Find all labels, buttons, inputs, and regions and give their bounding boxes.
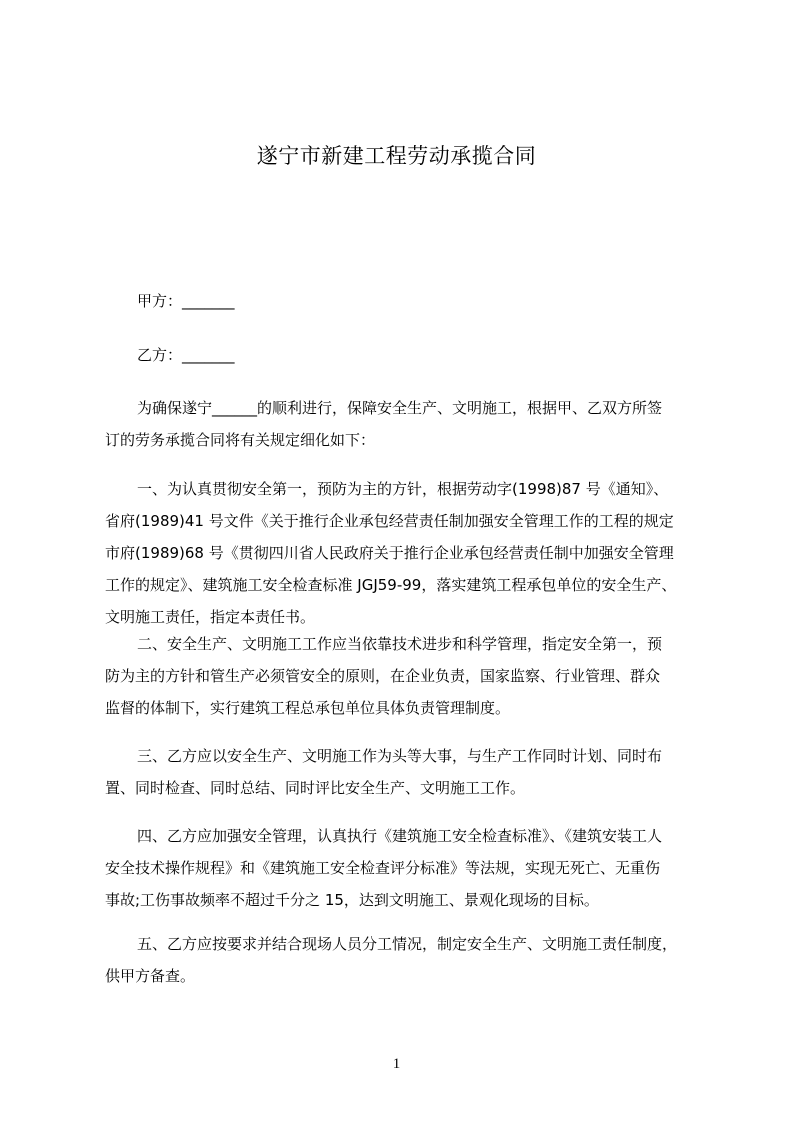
paragraph-line: 事故;工伤事故频率不超过千分之 15，达到文明施工、景观化现场的目标。 (105, 891, 599, 909)
paragraph-line: 文明施工责任，指定本责任书。 (105, 608, 316, 626)
paragraph-line: 省府(1989)41 号文件《关于推行企业承包经营责任制加强安全管理工作的工程的规定 (105, 512, 674, 530)
party-a-field: 甲方：_______ (137, 292, 235, 310)
paragraph-line: 置、同时检查、同时总结、同时评比安全生产、文明施工工作。 (105, 779, 526, 797)
paragraph-line: 防为主的方针和管生产必须管安全的原则，在企业负责，国家监察、行业管理、群众 (105, 667, 661, 685)
party-b-field: 乙方：_______ (137, 346, 235, 364)
paragraph-line: 四、乙方应加强安全管理，认真执行《建筑施工安全检查标准》、《建筑安装工人 (137, 827, 663, 845)
clause-1-paragraph (105, 473, 705, 633)
paragraph-line: 订的劳务承揽合同将有关规定细化如下： (105, 431, 376, 449)
intro-paragraph (105, 392, 705, 456)
clause-3-paragraph (105, 740, 705, 804)
paragraph-line: 供甲方备查。 (105, 967, 196, 985)
paragraph-line: 为确保遂宁______的顺利进行，保障安全生产、文明施工，根据甲、乙双方所签 (137, 399, 663, 417)
paragraph-line: 工作的规定》、建筑施工安全检查标准 JGJ59-99，落实建筑工程承包单位的安全生产、 (105, 576, 677, 594)
document-title: 遂宁市新建工程劳动承揽合同 (256, 144, 537, 168)
paragraph-line: 市府(1989)68 号《贯彻四川省人民政府关于推行企业承包经营责任制中加强安全管理 (105, 544, 674, 562)
clause-2-paragraph (105, 628, 705, 724)
paragraph-line: 一、为认真贯彻安全第一，预防为主的方针，根据劳动字(1998)87 号《通知》、 (137, 480, 669, 498)
clause-5-paragraph (105, 928, 705, 992)
paragraph-line: 三、乙方应以安全生产、文明施工作为头等大事，与生产工作同时计划、同时布 (137, 747, 663, 765)
paragraph-line: 二、安全生产、文明施工工作应当依靠技术进步和科学管理，指定安全第一，预 (137, 635, 663, 653)
paragraph-line: 安全技术操作规程》和《建筑施工安全检查评分标准》等法规，实现无死亡、无重伤 (105, 859, 661, 877)
page-number: 1 (392, 1056, 401, 1072)
paragraph-line: 监督的体制下，实行建筑工程总承包单位具体负责管理制度。 (105, 699, 511, 717)
clause-4-paragraph (105, 820, 705, 916)
paragraph-line: 五、乙方应按要求并结合现场人员分工情况，制定安全生产、文明施工责任制度， (137, 935, 678, 953)
